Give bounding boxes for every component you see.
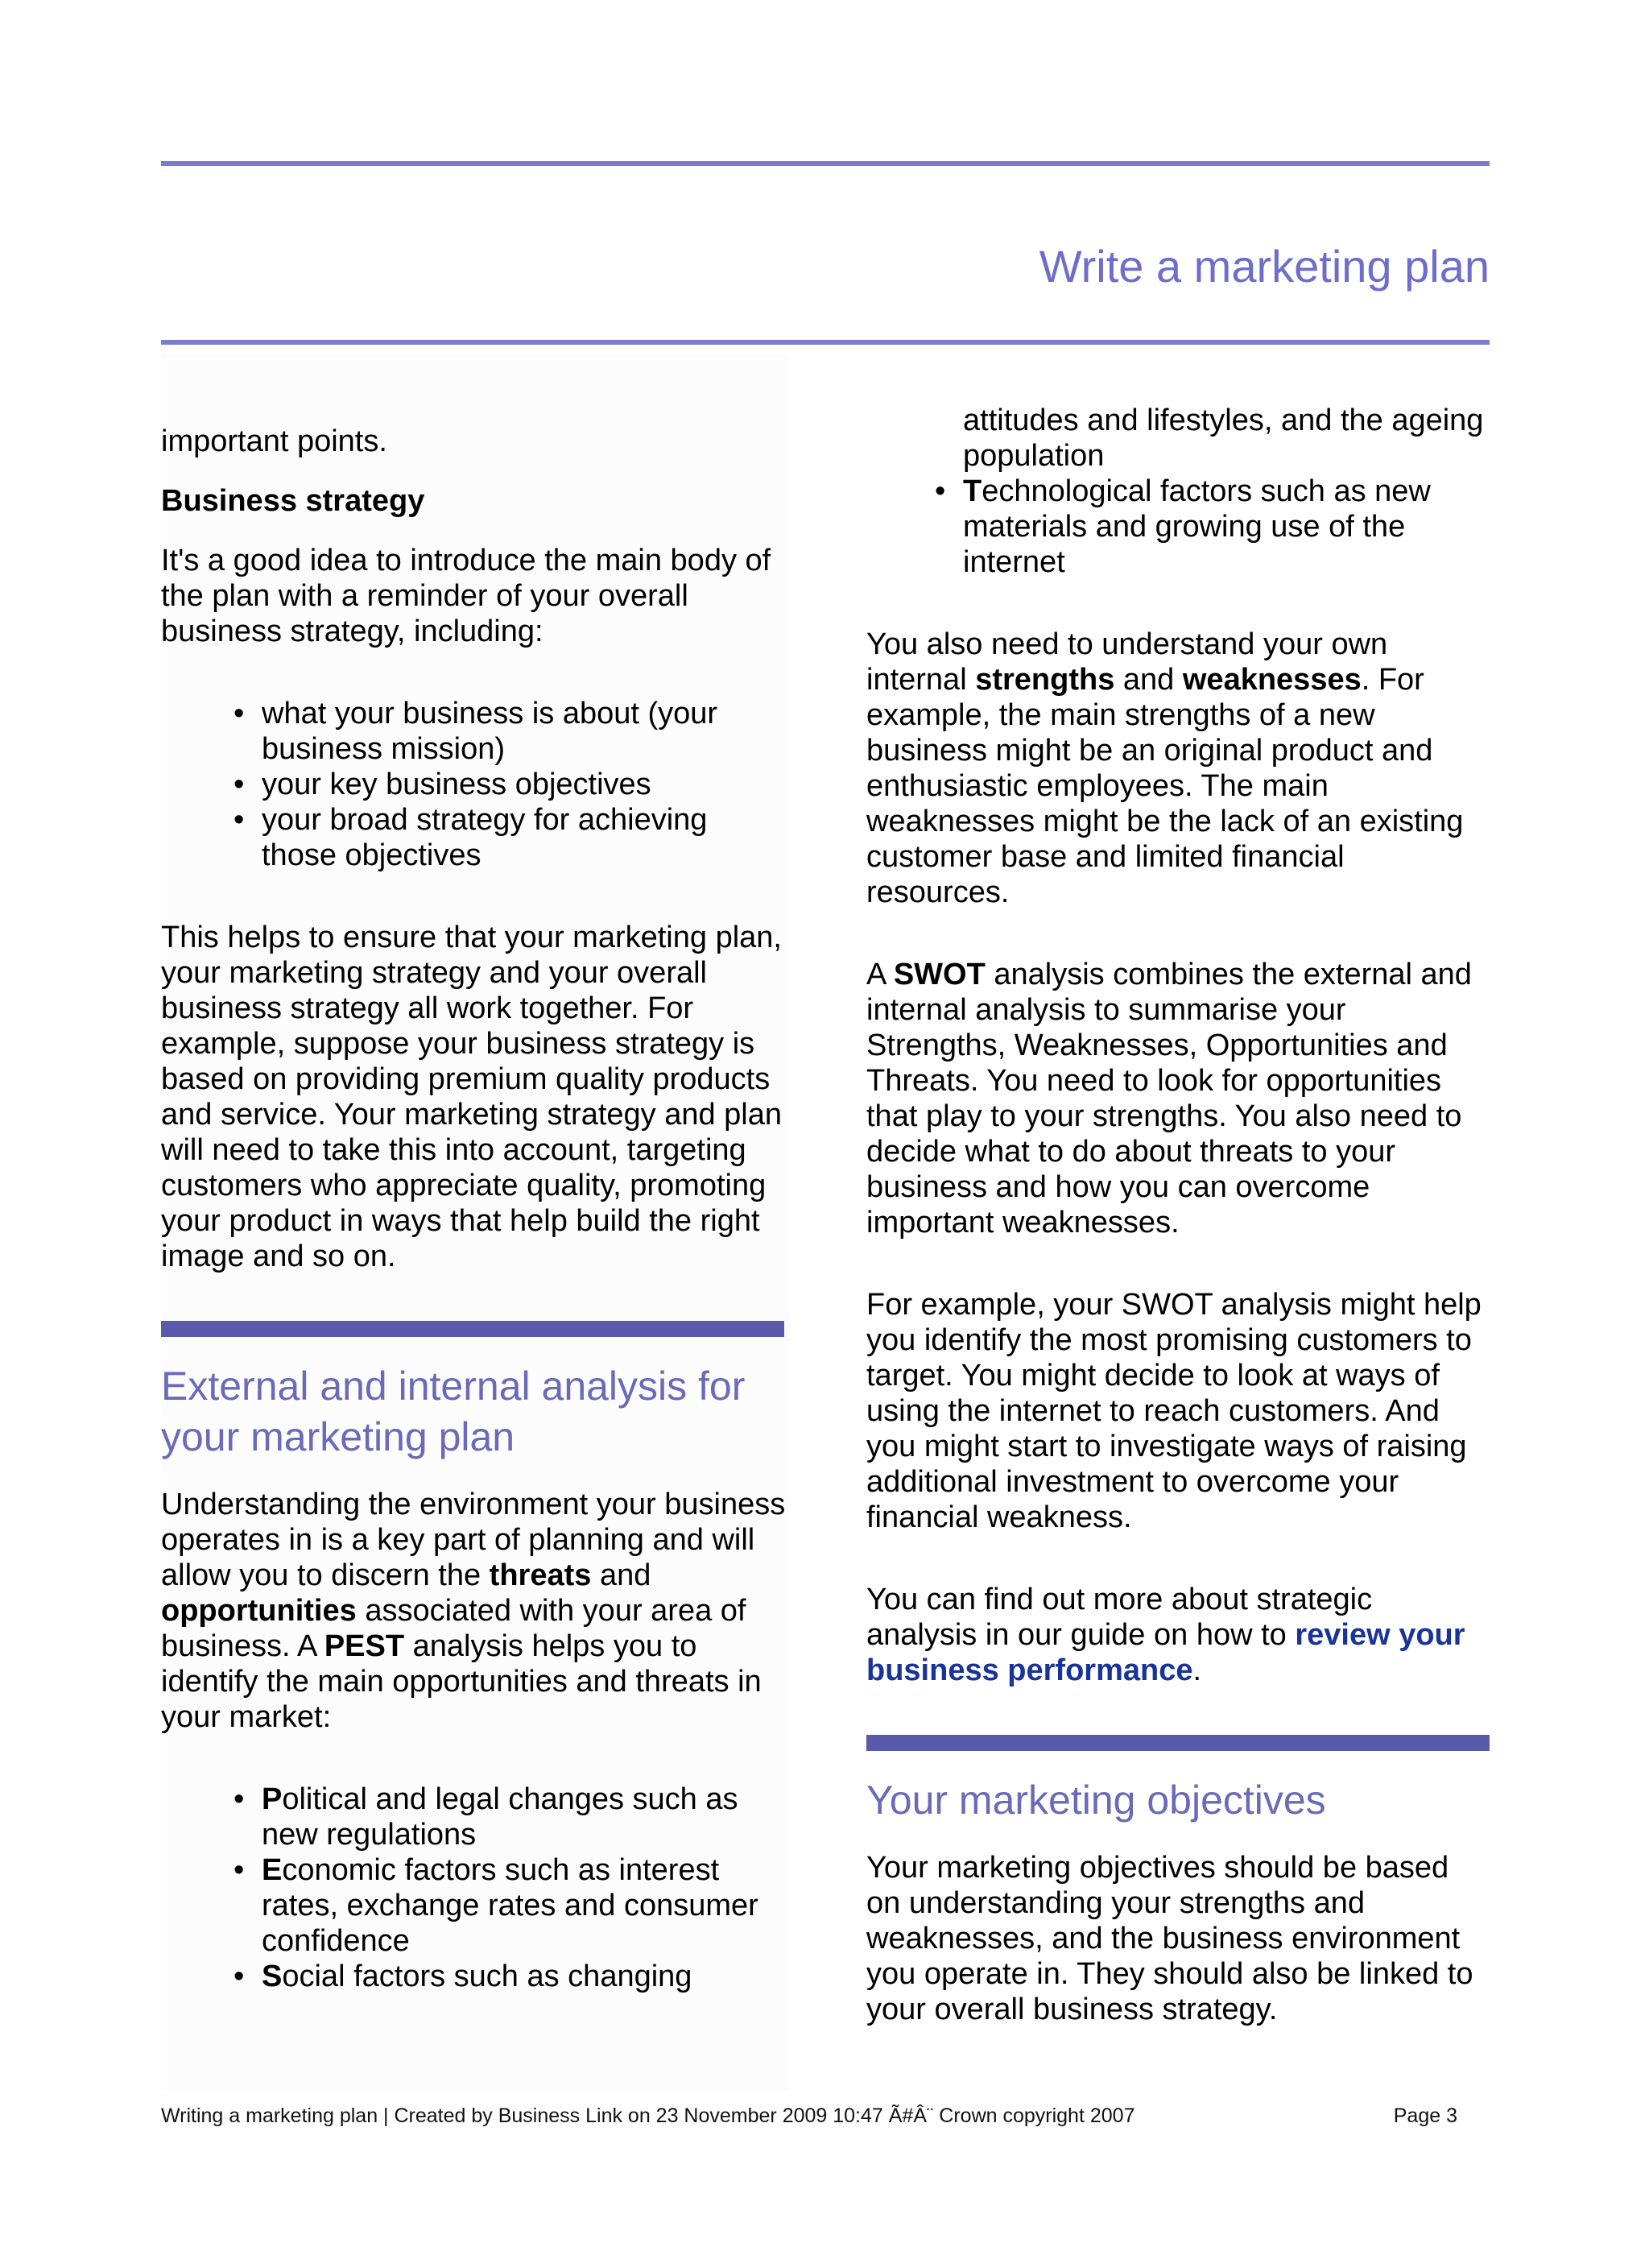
analysis-heading: External and internal analysis for your marketing plan — [161, 1364, 746, 1459]
header-rule-bottom — [161, 340, 1490, 345]
list-item: • your key business objectives — [234, 767, 789, 802]
objectives-heading: Your marketing objectives — [866, 1778, 1326, 1823]
page-footer — [161, 2105, 1457, 2128]
review-performance-link[interactable]: review your business performance — [866, 1618, 1465, 1687]
footer-text: Writing a marketing plan | Created by Business Link on 23 November 2009 10:47 Ã#Â¨ Crown copyright 2007 — [161, 2105, 1135, 2127]
section-divider — [866, 1735, 1490, 1751]
strategy-intro: It's a good idea to introduce the main body of the plan with a reminder of your overall business strategy, including: — [161, 544, 771, 648]
social-continuation: attitudes and lifestyles, and the ageing population — [963, 404, 1484, 473]
list-item: • your broad strategy for achieving those objectives — [234, 802, 789, 873]
more-paragraph: You can find out more about strategic analysis in our guide on how to review your business performance. — [866, 1583, 1465, 1687]
strategy-paragraph: This helps to ensure that your marketing plan, your marketing strategy and your overall business strategy all work together. For example, suppose your business strategy is based on providing premium quality products and service. Your marketing strategy and plan will need to take this into account, targeting customers who appreciate quality, promoting your product in ways that help build the right image and so on. — [161, 921, 783, 1273]
list-item: • what your business is about (your business mission) — [234, 696, 789, 767]
list-item: • Social factors such as changing — [234, 1959, 789, 1994]
list-item: • Technological factors such as new materials and growing use of the internet — [935, 474, 1490, 580]
pest-list — [161, 1782, 789, 1994]
swot-paragraph: A SWOT analysis combines the external and internal analysis to summarise your Strengths, Weaknesses, Opportunities and Threats. You need to look for opportunities that play to your strengths. You also need to decide what to do about threats to your business and how you can overcome important weaknesses. — [866, 958, 1472, 1240]
header-rule-top — [161, 161, 1490, 166]
page-title: Write a marketing plan — [1039, 241, 1490, 292]
left-column — [161, 354, 789, 2091]
analysis-paragraph: Understanding the environment your business operates in is a key part of planning and will allow you to discern the threats and opportunities associated with your area of business. A PEST analysis helps you to identify the main opportunities and threats in your market: — [161, 1488, 786, 1734]
list-item: • Political and legal changes such as new regulations — [234, 1782, 789, 1852]
page-number: Page 3 — [1393, 2105, 1457, 2127]
objectives-paragraph: Your marketing objectives should be based on understanding your strengths and weaknesses, and the business environment you operate in. They should also be linked to your overall business strategy. — [866, 1851, 1473, 2026]
right-column — [866, 354, 1490, 2091]
section-divider — [161, 1321, 784, 1337]
intro-text: important points. — [161, 424, 387, 458]
pest-list-cont — [866, 474, 1490, 580]
list-item: • Economic factors such as interest rates, exchange rates and consumer confidence — [234, 1852, 789, 1959]
internal-paragraph: You also need to understand your own internal strengths and weaknesses. For example, the main strengths of a new business might be an original product and enthusiastic employees. The main weaknesses might be the lack of an existing customer base and limited financial resources. — [866, 627, 1464, 909]
business-strategy-heading: Business strategy — [161, 484, 425, 518]
strategy-list — [161, 696, 789, 873]
example-paragraph: For example, your SWOT analysis might help you identify the most promising customers to target. You might decide to look at ways of using the internet to reach customers. And you might start to investigate ways of raising additional investment to overcome your financial weakness. — [866, 1288, 1482, 1534]
